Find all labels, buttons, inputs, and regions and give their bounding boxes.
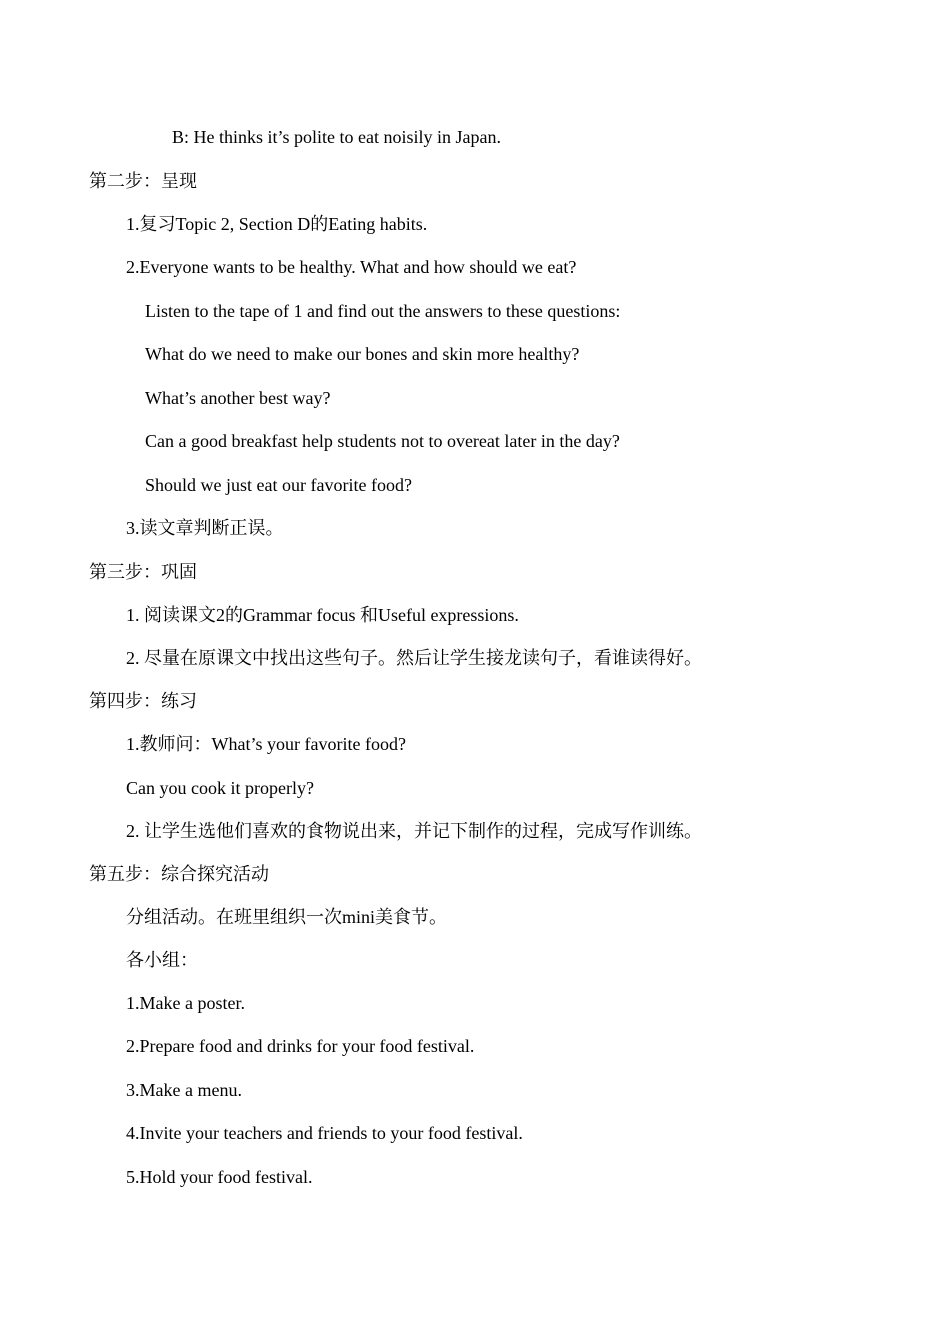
question-4: Should we just eat our favorite food? — [145, 475, 412, 495]
step-three-item-2: 2. 尽量在原课文中找出这些句子。然后让学生接龙读句子，看谁读得好。 — [126, 648, 702, 668]
task-2: 2.Prepare food and drinks for your food festival. — [126, 1036, 475, 1056]
step-two-item-2: 2.Everyone wants to be healthy. What and how should we eat? — [126, 257, 577, 277]
question-1: What do we need to make our bones and skin more healthy? — [145, 344, 580, 364]
question-2: What’s another best way? — [145, 388, 331, 408]
step-four-followup: Can you cook it properly? — [126, 778, 314, 798]
groups-label: 各小组： — [126, 950, 198, 970]
task-3: 3.Make a menu. — [126, 1080, 242, 1100]
step-three-heading: 第三步：巩固 — [89, 562, 197, 582]
step-two-heading: 第二步：呈现 — [89, 171, 197, 191]
task-4: 4.Invite your teachers and friends to your food festival. — [126, 1123, 523, 1143]
task-5: 5.Hold your food festival. — [126, 1167, 313, 1187]
step-three-item-1: 1. 阅读课文2的Grammar focus 和Useful expressions. — [126, 605, 519, 625]
group-activity: 分组活动。在班里组织一次mini美食节。 — [126, 907, 448, 927]
step-four-item-1: 1.教师问：What’s your favorite food? — [126, 734, 406, 754]
step-two-item-3: 3.读文章判断正误。 — [126, 518, 284, 538]
step-two-item-1: 1.复习Topic 2, Section D的Eating habits. — [126, 214, 428, 234]
step-four-heading: 第四步：练习 — [89, 691, 197, 711]
step-five-heading: 第五步：综合探究活动 — [89, 864, 269, 884]
dialogue-line-b: B: He thinks it’s polite to eat noisily in Japan. — [172, 127, 501, 147]
step-four-item-2: 2. 让学生选他们喜欢的食物说出来，并记下制作的过程，完成写作训练。 — [126, 821, 702, 841]
question-3: Can a good breakfast help students not to overeat later in the day? — [145, 431, 620, 451]
listening-instruction: Listen to the tape of 1 and find out the answers to these questions: — [145, 301, 621, 321]
task-1: 1.Make a poster. — [126, 993, 245, 1013]
